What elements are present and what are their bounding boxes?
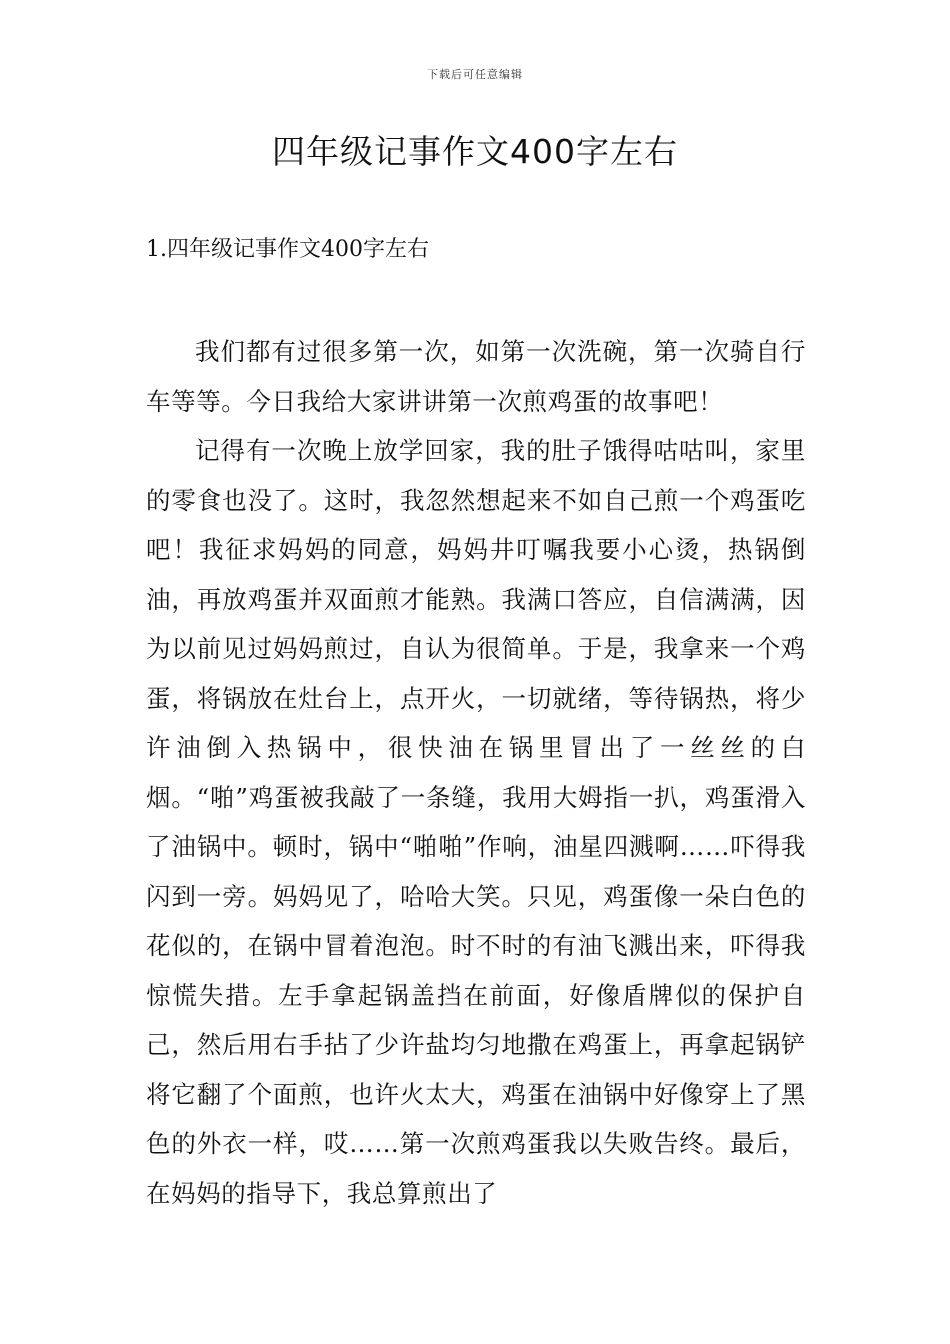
section-heading: 1.四年级记事作文400字左右	[146, 237, 429, 262]
document-title: 四年级记事作文400字左右	[272, 132, 678, 171]
body-text	[146, 327, 806, 1218]
paragraph-2: 记得有一次晚上放学回家，我的肚子饿得咕咕叫，家里的零食也没了。这时，我忽然想起来不如自己煎一个鸡蛋吃吧！我征求妈妈的同意，妈妈井叮嘱我要小心烫，热锅倒油，再放鸡蛋并双面煎才能熟。我满口答应，自信满满，因为以前见过妈妈煎过，自认为很简单。于是，我拿来一个鸡蛋，将锅放在灶台上，点开火，一切就绪，等待锅热，将少许油倒入热锅中，很快油在锅里冒出了一丝丝的白烟。“啪”鸡蛋被我敲了一条缝，我用大姆指一扒，鸡蛋滑入了油锅中。顿时，锅中“啪啪”作响，油星四溅啊……吓得我闪到一旁。妈妈见了，哈哈大笑。只见，鸡蛋像一朵白色的花似的，在锅中冒着泡泡。时不时的有油飞溅出来，吓得我惊慌失措。左手拿起锅盖挡在前面，好像盾牌似的保护自己，然后用右手拈了少许盐均匀地撒在鸡蛋上，再拿起锅铲将它翻了个面煎，也许火太大，鸡蛋在油锅中好像穿上了黑色的外衣一样，哎……第一次煎鸡蛋我以失败告终。最后，在妈妈的指导下，我总算煎出了	[146, 436, 806, 1208]
paragraph-1: 我们都有过很多第一次，如第一次洗碗，第一次骑自行车等等。今日我给大家讲讲第一次煎鸡蛋的故事吧！	[146, 337, 806, 416]
header-note: 下载后可任意编辑	[427, 68, 523, 81]
